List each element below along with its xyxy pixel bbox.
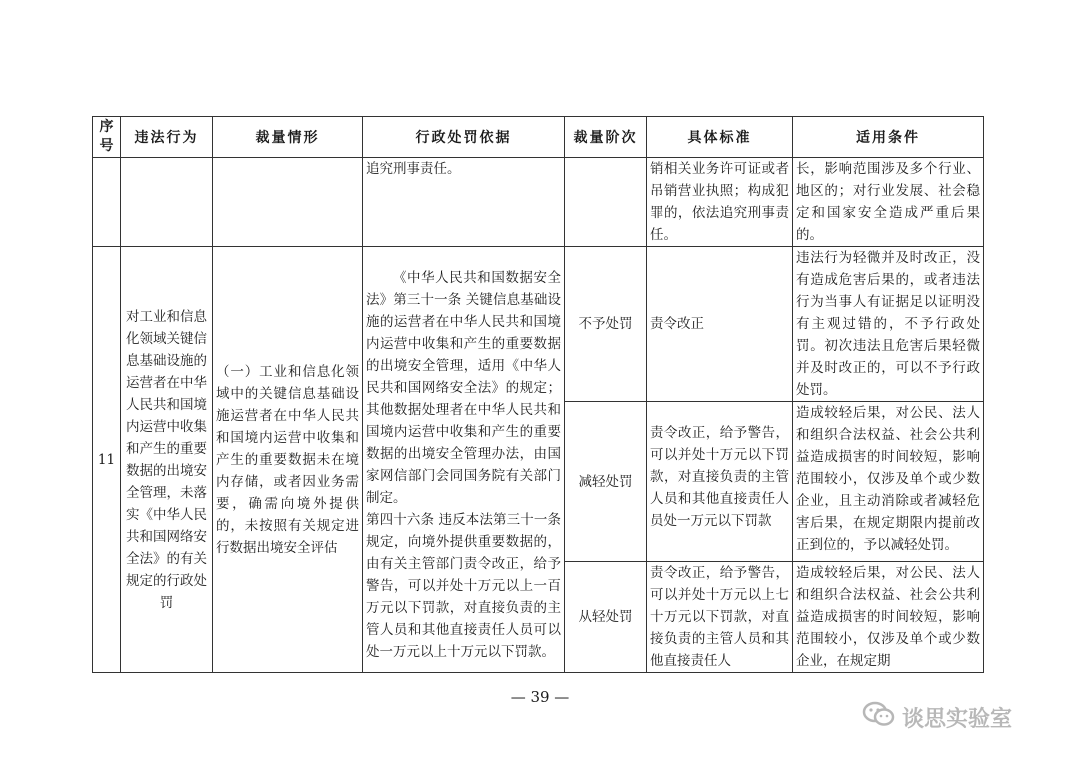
cont-violation-cell <box>121 158 213 247</box>
regulation-table <box>92 116 984 673</box>
level-1-standard-cell <box>647 247 793 402</box>
level-3-label: 从轻处罚 <box>578 609 633 625</box>
continuation-row <box>93 158 984 247</box>
level-2-condition-cell <box>793 402 984 562</box>
level-3-standard-cell <box>647 562 793 673</box>
level-1-condition-cell <box>793 247 984 402</box>
level-2-label: 减轻处罚 <box>578 473 633 490</box>
level-1-standard: 责令改正 <box>650 316 704 332</box>
cont-basis-cell <box>363 158 565 247</box>
header-condition: 适用条件 <box>793 117 984 158</box>
level-3-condition: 造成较轻后果，对公民、法人和组织合法权益、社会公共利益造成损害的时间较短，影响范围较小，仅涉及单个或少数企业，在规定期 <box>796 565 980 669</box>
level-1-label: 不予处罚 <box>578 316 633 332</box>
level-2-condition: 造成较轻后果，对公民、法人和组织合法权益、社会公共利益造成损害的时间较短，影响范围较小，仅涉及单个或少数企业，且主动消除或者减轻危害后果，在规定期限内提前改正到位的，予以减轻处罚。 <box>796 405 980 553</box>
header-standard: 具体标准 <box>647 117 793 158</box>
cont-basis-text: 追究刑事责任。 <box>366 161 461 177</box>
header-level: 裁量阶次 <box>565 117 647 158</box>
item-number: 11 <box>97 451 116 468</box>
watermark <box>862 700 1012 734</box>
page-number: — 39 — <box>510 688 570 706</box>
item-basis-text: 《中华人民共和国数据安全法》第三十一条 关键信息基础设施的运营者在中华人民共和国境内运营中收集和产生的重要数据的出境安全管理，适用《中华人民共和国网络安全法》的规定；其他数据处理者在中华人民共和国境内运营中收集和产生的重要数据的出境安全管理办法，由国家网信部门会同国务院有关部门制定。 第四十六条 违反本法第三十一条规定，向境外提供重要数据的，由有关主管部门责令改正，给予警告，可以并处十万元以上一百万元以下罚款，对直接负责的主管人员和其他直接责任人员可以处一万元以上十万元以下罚款。 <box>366 270 561 660</box>
item-number-cell <box>93 247 121 673</box>
wechat-icon <box>862 700 896 734</box>
level-2-cell <box>565 402 647 562</box>
header-row <box>93 117 984 158</box>
watermark-text: 谈思实验室 <box>902 706 1013 732</box>
level-1-condition: 违法行为轻微并及时改正，没有造成危害后果的，或者违法行为当事人有证据足以证明没有主观过错的，不予行政处罚。初次违法且危害后果轻微并及时改正的，可以不予行政处罚。 <box>796 250 980 398</box>
level-3-cell <box>565 562 647 673</box>
level-2-standard-cell <box>647 402 793 562</box>
item-situation-cell <box>213 247 363 673</box>
item-violation-text: 对工业和信息化领域关键信息基础设施的运营者在中华人民共和国境内运营中收集和产生的重要数据的出境安全管理，未落实《中华人民共和国网络安全法》的有关规定的行政处罚 <box>126 308 207 611</box>
cont-level-cell <box>565 158 647 247</box>
item-violation-cell <box>121 247 213 673</box>
item-row-level-1 <box>93 247 984 402</box>
header-situation: 裁量情形 <box>213 117 363 158</box>
cont-standard-cell <box>647 158 793 247</box>
cont-seq-cell <box>93 158 121 247</box>
cont-standard-text: 销相关业务许可证或者吊销营业执照；构成犯罪的，依法追究刑事责任。 <box>650 161 789 243</box>
level-3-condition-cell <box>793 562 984 673</box>
item-basis-cell <box>363 247 565 673</box>
header-violation: 违法行为 <box>121 117 213 158</box>
cont-condition-cell <box>793 158 984 247</box>
header-seq: 序 号 <box>93 117 121 158</box>
level-1-cell <box>565 247 647 402</box>
header-basis: 行政处罚依据 <box>363 117 565 158</box>
level-3-standard: 责令改正，给予警告，可以并处十万元以上七十万元以下罚款，对直接负责的主管人员和其他直接责任人 <box>650 565 789 669</box>
item-situation-text: （一）工业和信息化领域中的关键信息基础设施运营者在中华人民共和国境内运营中收集和产生的重要数据未在境内存储，或者因业务需要，确需向境外提供的，未按照有关规定进行数据出境安全评估 <box>216 363 359 556</box>
cont-condition-text: 长，影响范围涉及多个行业、地区的；对行业发展、社会稳定和国家安全造成严重后果的。 <box>796 161 980 243</box>
level-2-standard: 责令改正，给予警告，可以并处十万元以下罚款，对直接负责的主管人员和其他直接责任人员处一万元以下罚款 <box>650 425 789 529</box>
cont-situation-cell <box>213 158 363 247</box>
